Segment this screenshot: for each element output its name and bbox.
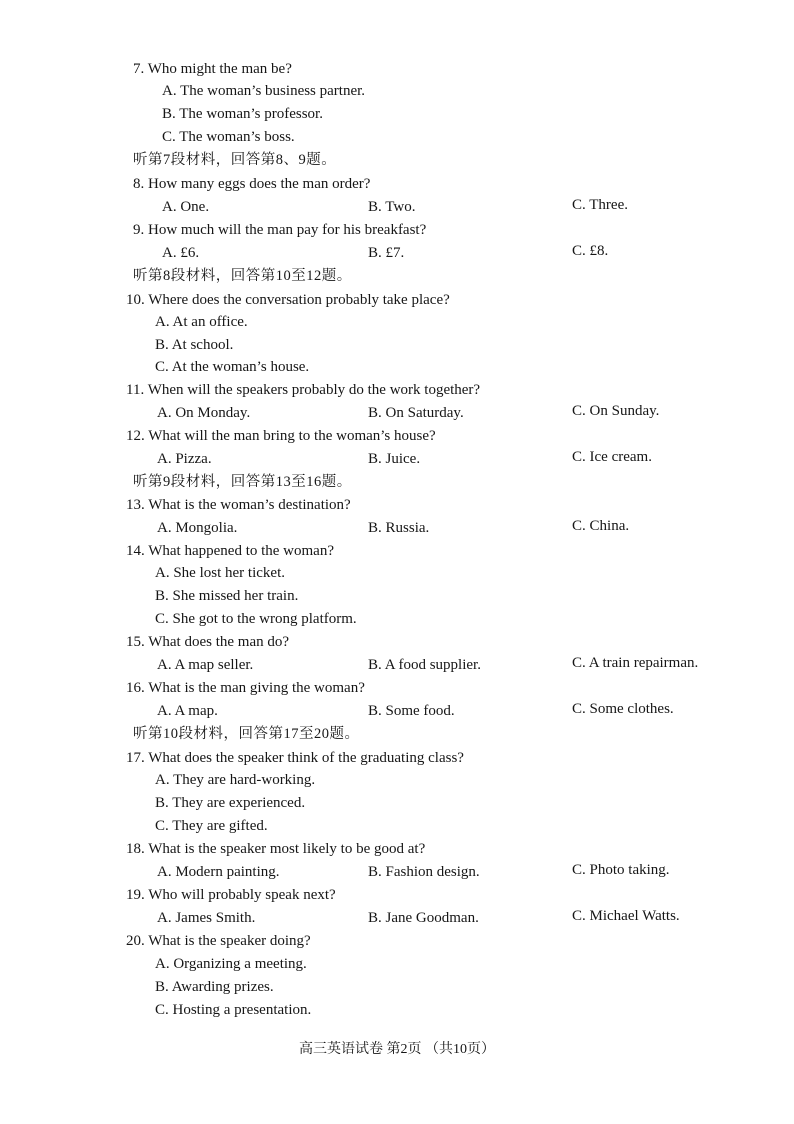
question-number: 18. <box>126 841 145 857</box>
question-number: 7. <box>133 61 145 77</box>
option-c <box>155 358 309 376</box>
option-letter: B. <box>155 588 169 604</box>
option-letter: B. <box>368 199 382 215</box>
option-b <box>155 587 298 605</box>
option-b <box>368 198 415 216</box>
option-text: At an office. <box>172 314 248 330</box>
option-text: Jane Goodman. <box>385 910 479 926</box>
option-b <box>155 336 233 354</box>
question-text: What is the woman’s destination? <box>148 497 351 513</box>
question-stem <box>126 886 336 904</box>
option-letter: C. <box>155 1002 169 1018</box>
option-text: At the woman’s house. <box>171 359 310 375</box>
option-a <box>157 404 250 422</box>
question-stem <box>126 840 425 858</box>
option-a <box>157 656 253 674</box>
question-text: What is the man giving the woman? <box>148 680 365 696</box>
option-text: Pizza. <box>175 451 212 467</box>
option-letter: B. <box>155 795 169 811</box>
option-c <box>162 128 295 146</box>
option-text: Two. <box>385 199 416 215</box>
question-number: 17. <box>126 750 145 766</box>
section-instruction: 听第8段材料，回答第10至12题。 <box>133 268 352 284</box>
option-c <box>155 610 357 628</box>
question-text: When will the speakers probably do the work together? <box>147 382 481 398</box>
option-a <box>157 863 280 881</box>
option-letter: C. <box>572 449 586 465</box>
option-text: Juice. <box>385 451 421 467</box>
option-b <box>368 863 480 881</box>
option-text: Hosting a presentation. <box>172 1002 312 1018</box>
option-letter: A. <box>162 245 177 261</box>
option-b <box>368 519 429 537</box>
option-letter: B. <box>368 910 382 926</box>
question-stem <box>126 427 436 445</box>
option-letter: B. <box>368 245 382 261</box>
option-letter: A. <box>157 451 172 467</box>
option-text: One. <box>180 199 210 215</box>
option-b <box>368 656 481 674</box>
option-letter: A. <box>155 772 170 788</box>
question-number: 20. <box>126 933 145 949</box>
option-text: They are experienced. <box>172 795 306 811</box>
question-text: What happened to the woman? <box>148 543 334 559</box>
option-text: James Smith. <box>175 910 256 926</box>
question-number: 14. <box>126 543 145 559</box>
option-letter: A. <box>157 520 172 536</box>
option-letter: B. <box>368 520 382 536</box>
option-a <box>155 313 248 331</box>
question-number: 15. <box>126 634 145 650</box>
question-stem <box>133 60 292 78</box>
option-text: A food supplier. <box>384 657 481 673</box>
option-text: A map seller. <box>174 657 254 673</box>
option-letter: C. <box>155 818 169 834</box>
option-letter: A. <box>155 314 170 330</box>
option-a <box>155 564 285 582</box>
option-c <box>572 861 670 879</box>
section-instruction: 听第9段材料，回答第13至16题。 <box>133 474 352 490</box>
option-text: She lost her ticket. <box>173 565 285 581</box>
option-text: They are hard-working. <box>173 772 316 788</box>
question-number: 13. <box>126 497 145 513</box>
question-stem <box>126 932 311 950</box>
option-letter: A. <box>155 956 170 972</box>
option-text: Russia. <box>385 520 430 536</box>
option-a <box>157 909 255 927</box>
option-a <box>162 82 365 100</box>
option-c <box>572 907 680 925</box>
option-text: Mongolia. <box>175 520 238 536</box>
question-text: What will the man bring to the woman’s house? <box>148 428 436 444</box>
option-letter: A. <box>157 405 172 421</box>
option-text: Awarding prizes. <box>171 979 274 995</box>
option-text: They are gifted. <box>172 818 268 834</box>
option-text: £7. <box>385 245 405 261</box>
question-number: 8. <box>133 176 145 192</box>
option-text: £8. <box>589 243 609 259</box>
option-c <box>572 402 659 420</box>
option-c <box>572 242 608 260</box>
question-number: 11. <box>126 382 145 398</box>
option-letter: C. <box>572 518 586 534</box>
option-a <box>157 519 237 537</box>
option-text: Three. <box>589 197 628 213</box>
question-text: What is the speaker doing? <box>148 933 311 949</box>
option-b <box>155 794 305 812</box>
option-a <box>162 244 199 262</box>
question-number: 10. <box>126 292 145 308</box>
option-text: Some food. <box>385 703 455 719</box>
option-letter: C. <box>155 611 169 627</box>
option-a <box>162 198 209 216</box>
question-stem <box>126 679 365 697</box>
option-b <box>368 702 455 720</box>
option-c <box>572 654 698 672</box>
option-c <box>572 196 628 214</box>
option-letter: A. <box>162 199 177 215</box>
option-b <box>368 909 479 927</box>
option-text: Photo taking. <box>589 862 670 878</box>
option-letter: C. <box>572 243 586 259</box>
option-letter: A. <box>157 910 172 926</box>
option-letter: C. <box>572 403 586 419</box>
option-text: Fashion design. <box>385 864 480 880</box>
option-text: Some clothes. <box>589 701 674 717</box>
option-letter: B. <box>368 405 382 421</box>
option-letter: B. <box>368 864 382 880</box>
question-text: What is the speaker most likely to be good at? <box>148 841 426 857</box>
option-text: She missed her train. <box>172 588 299 604</box>
option-c <box>572 448 652 466</box>
question-text: What does the man do? <box>148 634 290 650</box>
option-letter: B. <box>368 451 382 467</box>
option-text: On Monday. <box>175 405 251 421</box>
option-text: The woman’s business partner. <box>180 83 366 99</box>
question-stem <box>126 633 289 651</box>
option-c <box>572 517 629 535</box>
option-letter: B. <box>368 657 382 673</box>
option-c <box>572 700 674 718</box>
option-letter: A. <box>157 703 172 719</box>
option-letter: C. <box>155 359 169 375</box>
option-a <box>157 702 218 720</box>
option-text: A map. <box>174 703 218 719</box>
option-letter: C. <box>572 701 586 717</box>
option-letter: B. <box>155 337 169 353</box>
question-text: Where does the conversation probably take place? <box>148 292 450 308</box>
option-text: The woman’s boss. <box>179 129 295 145</box>
option-b <box>155 978 274 996</box>
option-text: £6. <box>180 245 200 261</box>
option-letter: A. <box>157 864 172 880</box>
question-text: Who might the man be? <box>147 61 292 77</box>
section-instruction: 听第10段材料，回答第17至20题。 <box>133 726 360 742</box>
option-b <box>368 450 420 468</box>
option-a <box>157 450 212 468</box>
option-b <box>368 244 404 262</box>
option-letter: C. <box>572 908 586 924</box>
question-number: 16. <box>126 680 145 696</box>
option-text: On Saturday. <box>385 405 464 421</box>
question-number: 19. <box>126 887 145 903</box>
option-letter: A. <box>162 83 177 99</box>
question-stem <box>126 381 480 399</box>
section-instruction: 听第7段材料，回答第8、9题。 <box>133 152 337 168</box>
option-letter: A. <box>157 657 172 673</box>
question-number: 12. <box>126 428 145 444</box>
option-b <box>162 105 323 123</box>
option-b <box>368 404 464 422</box>
question-stem <box>133 175 370 193</box>
question-text: What does the speaker think of the graduating class? <box>148 750 464 766</box>
question-stem <box>126 496 351 514</box>
option-letter: B. <box>162 106 176 122</box>
option-text: Michael Watts. <box>589 908 680 924</box>
question-text: How much will the man pay for his breakfast? <box>148 222 427 238</box>
option-letter: C. <box>572 197 586 213</box>
option-a <box>155 955 307 973</box>
option-letter: C. <box>572 862 586 878</box>
option-text: China. <box>589 518 630 534</box>
option-c <box>155 817 268 835</box>
option-letter: C. <box>572 655 586 671</box>
question-number: 9. <box>133 222 145 238</box>
question-stem <box>126 291 450 309</box>
option-text: She got to the wrong platform. <box>172 611 357 627</box>
option-letter: A. <box>155 565 170 581</box>
option-text: Ice cream. <box>589 449 652 465</box>
option-text: A train repairman. <box>588 655 699 671</box>
option-a <box>155 771 315 789</box>
page-footer: 高三英语试卷 第2页 （共10页） <box>299 1042 495 1057</box>
option-text: On Sunday. <box>589 403 660 419</box>
question-text: Who will probably speak next? <box>148 887 336 903</box>
option-letter: C. <box>162 129 176 145</box>
option-letter: B. <box>155 979 169 995</box>
option-text: The woman’s professor. <box>179 106 323 122</box>
option-text: At school. <box>171 337 234 353</box>
question-stem <box>126 542 334 560</box>
question-stem <box>126 749 464 767</box>
option-text: Modern painting. <box>175 864 280 880</box>
option-letter: B. <box>368 703 382 719</box>
question-text: How many eggs does the man order? <box>148 176 371 192</box>
option-c <box>155 1001 311 1019</box>
option-text: Organizing a meeting. <box>173 956 307 972</box>
question-stem <box>133 221 426 239</box>
